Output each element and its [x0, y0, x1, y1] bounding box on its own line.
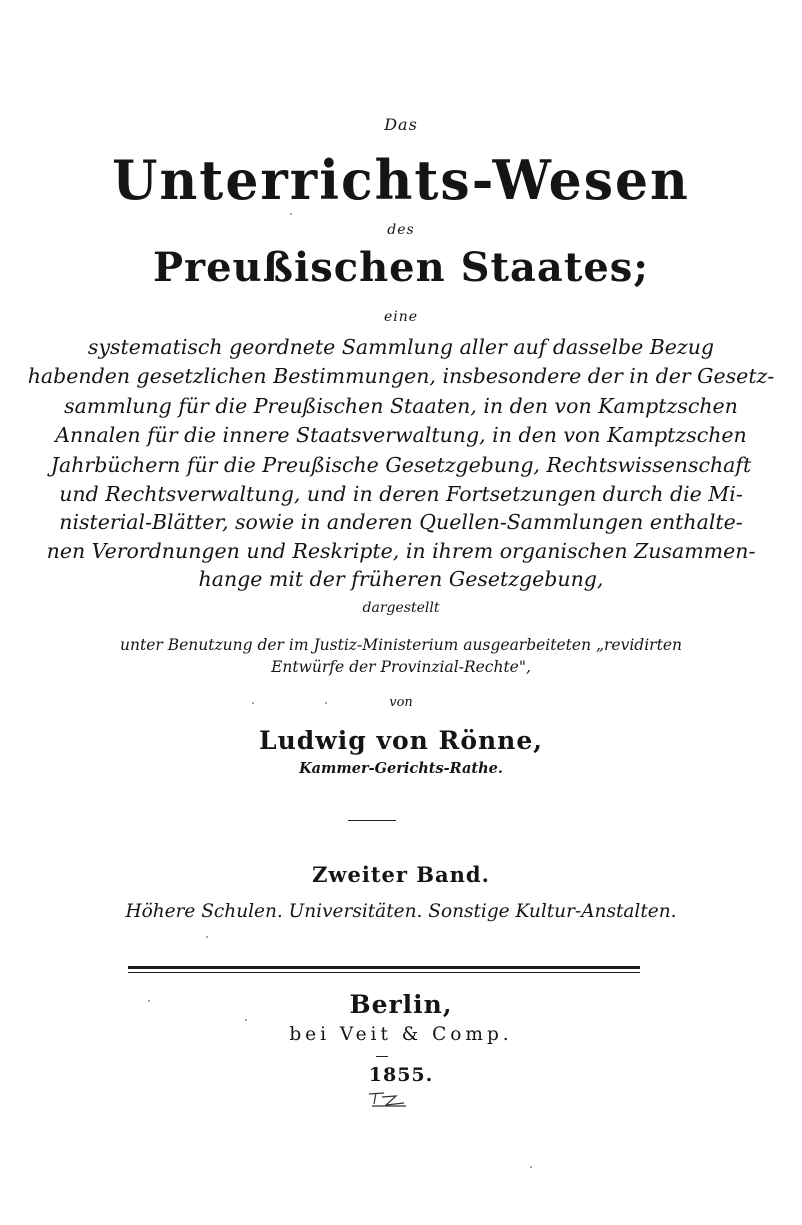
divider-double-thick	[128, 966, 640, 969]
usage-line: Entwürfe der Provinzial-Rechte",	[271, 658, 531, 676]
word-dargestellt: dargestellt	[362, 600, 440, 616]
word-eine: eine	[383, 309, 419, 325]
main-title: Unterrichts-Wesen	[112, 148, 690, 213]
author-name: Ludwig von Rönne,	[259, 726, 543, 755]
paper-speck	[148, 1000, 150, 1002]
contents-line: Höhere Schulen. Universitäten. Sonstige Kultur-Anstalten.	[125, 901, 677, 922]
description-line: und Rechtsverwaltung, und in deren Fortsetzungen durch die Mi-	[59, 482, 743, 506]
description-line: sammlung für die Preußischen Staaten, in den von Kamptzschen	[64, 394, 738, 418]
paper-speck	[530, 1166, 532, 1168]
paper-speck	[252, 702, 254, 704]
paper-speck	[290, 213, 292, 215]
author-title: Kammer-Gerichts-Rathe.	[299, 760, 503, 777]
divider-short	[348, 820, 396, 821]
description-line: hange mit der früheren Gesetzgebung,	[198, 567, 604, 591]
article-das: Das	[384, 115, 418, 134]
description-line: systematisch geordnete Sammlung aller auf dasselbe Bezug	[87, 335, 715, 359]
description-line: habenden gesetzlichen Bestimmungen, insbesondere der in der Gesetz-	[27, 364, 775, 388]
usage-line: unter Benutzung der im Justiz-Ministerium ausgearbeiteten „revidirten	[120, 636, 682, 654]
paper-speck	[245, 1019, 247, 1021]
volume-label: Zweiter Band.	[312, 862, 490, 887]
word-des: des	[387, 222, 415, 238]
description-line: nen Verordnungen und Reskripte, in ihrem organischen Zusammen-	[46, 539, 756, 563]
description-line: Jahrbüchern für die Preußische Gesetzgebung, Rechtswissenschaft	[50, 453, 752, 477]
year: 1855.	[368, 1064, 434, 1086]
description-line: Annalen für die innere Staatsverwaltung, in den von Kamptzschen	[55, 423, 747, 447]
city: Berlin,	[349, 990, 453, 1019]
library-mark-scribble-icon	[366, 1088, 410, 1110]
paper-speck	[325, 702, 327, 704]
divider-tiny	[376, 1056, 388, 1057]
paper-speck	[206, 936, 208, 938]
divider-double-thin	[128, 972, 640, 973]
publisher: bei Veit & Comp.	[289, 1024, 513, 1045]
description-line: nisterial-Blätter, sowie in anderen Quellen-Sammlungen enthalte-	[59, 510, 743, 534]
subtitle: Preußischen Staates;	[152, 244, 650, 291]
word-von: von	[389, 695, 413, 710]
divider-double	[128, 966, 640, 974]
